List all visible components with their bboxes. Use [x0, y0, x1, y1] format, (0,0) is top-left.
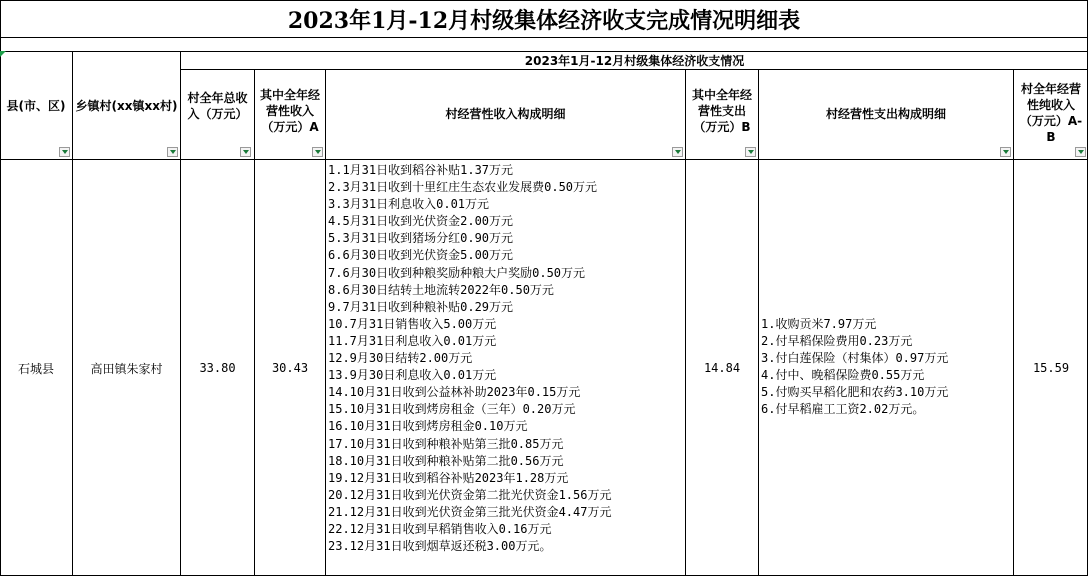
- cell-net-income[interactable]: 15.59: [1032, 361, 1070, 375]
- header-total-income: 村全年总收入（万元）: [187, 91, 248, 121]
- header-income-detail: 村经营性收入构成明细: [445, 107, 566, 121]
- income-item: 19.12月31日收到稻谷补贴2023年1.28万元: [328, 470, 569, 485]
- income-item: 11.7月31日利息收入0.01万元: [328, 333, 497, 348]
- expense-item: 3.付白莲保险（村集体）0.97万元: [761, 351, 949, 366]
- grid-line: [758, 69, 759, 576]
- grid-line: [0, 0, 1088, 1]
- filter-dropdown-net-income[interactable]: [1075, 147, 1086, 157]
- income-item: 6.6月30日收到光伏资金5.00万元: [328, 248, 514, 263]
- expense-detail-list[interactable]: [761, 316, 948, 419]
- cell-operating-income[interactable]: 30.43: [271, 361, 309, 375]
- grid-line: [325, 69, 326, 576]
- filter-dropdown-operating-income[interactable]: [312, 147, 323, 157]
- expense-item: 4.付中、晚稻保险费0.55万元: [761, 368, 925, 383]
- grid-line: [0, 159, 1088, 160]
- income-item: 9.7月31日收到种粮补贴0.29万元: [328, 299, 514, 314]
- grid-line: [1013, 69, 1014, 576]
- expense-item: 1.收购贡米7.97万元: [761, 317, 877, 331]
- header-net-income: 村全年经营性纯收入（万元）A-B: [1019, 82, 1083, 144]
- grid-line: [181, 69, 1088, 70]
- filter-dropdown-operating-expense[interactable]: [745, 147, 756, 157]
- cell-county[interactable]: 石城县: [17, 361, 54, 376]
- income-item: 3.3月31日利息收入0.01万元: [328, 197, 490, 212]
- grid-line: [180, 51, 181, 576]
- income-item: 17.10月31日收到种粮补贴第三批0.85万元: [328, 436, 564, 451]
- header-expense-detail: 村经营性支出构成明细: [825, 107, 946, 121]
- income-item: 21.12月31日收到光伏资金第三批光伏资金4.47万元: [328, 504, 612, 519]
- header-village: 乡镇村(xx镇xx村): [75, 99, 178, 113]
- income-item: 14.10月31日收到公益林补助2023年0.15万元: [328, 385, 581, 400]
- income-item: 4.5月31日收到光伏资金2.00万元: [328, 214, 514, 229]
- filter-dropdown-expense-detail[interactable]: [1000, 147, 1011, 157]
- filter-dropdown-county[interactable]: [59, 147, 70, 157]
- expense-item: 2.付早稻保险费用0.23万元: [761, 334, 913, 349]
- income-item: 10.7月31日销售收入5.00万元: [328, 316, 497, 331]
- cell-village[interactable]: 高田镇朱家村: [90, 361, 163, 376]
- header-county: 县(市、区): [6, 99, 66, 113]
- cell-operating-expense[interactable]: 14.84: [703, 361, 741, 375]
- income-item: 8.6月30日结转土地流转2022年0.50万元: [328, 282, 554, 297]
- income-item: 1.1月31日收到稻谷补贴1.37万元: [328, 163, 514, 177]
- expense-item: 6.付早稻雇工工资2.02万元。: [761, 402, 925, 417]
- grid-line: [72, 51, 73, 576]
- filter-dropdown-total-income[interactable]: [240, 147, 251, 157]
- comment-indicator-icon: [0, 51, 6, 57]
- grid-line: [0, 37, 1088, 38]
- grid-line: [0, 51, 1088, 52]
- filter-dropdown-income-detail[interactable]: [672, 147, 683, 157]
- cell-total-income[interactable]: 33.80: [199, 361, 236, 375]
- income-item: 20.12月31日收到光伏资金第二批光伏资金1.56万元: [328, 487, 612, 502]
- grid-line: [685, 69, 686, 576]
- income-item: 23.12月31日收到烟草返还税3.00万元。: [328, 539, 552, 554]
- income-detail-list[interactable]: [328, 162, 611, 555]
- income-item: 2.3月31日收到十里红庄生态农业发展费0.50万元: [328, 180, 598, 195]
- header-operating-income: 其中全年经营性收入（万元）A: [259, 88, 320, 134]
- income-item: 18.10月31日收到种粮补贴第二批0.56万元: [328, 453, 564, 468]
- grid-line: [0, 0, 1, 576]
- income-item: 5.3月31日收到猪场分红0.90万元: [328, 231, 514, 246]
- grid-line: [254, 69, 255, 576]
- income-item: 13.9月30日利息收入0.01万元: [328, 368, 497, 383]
- income-item: 15.10月31日收到烤房租金（三年）0.20万元: [328, 402, 576, 417]
- sheet-title: 2023年1月-12月村级集体经济收支完成情况明细表: [287, 7, 801, 34]
- filter-dropdown-village[interactable]: [167, 147, 178, 157]
- income-item: 22.12月31日收到早稻销售收入0.16万元: [328, 521, 552, 536]
- expense-item: 5.付购买早稻化肥和农药3.10万元: [761, 385, 949, 400]
- income-item: 7.6月30日收到种粮奖励种粮大户奖励0.50万元: [328, 265, 586, 280]
- income-item: 16.10月31日收到烤房租金0.10万元: [328, 419, 528, 434]
- income-item: 12.9月30日结转2.00万元: [328, 351, 473, 366]
- group-header: 2023年1月-12月村级集体经济收支情况: [524, 54, 745, 68]
- header-operating-expense: 其中全年经营性支出（万元）B: [691, 88, 752, 134]
